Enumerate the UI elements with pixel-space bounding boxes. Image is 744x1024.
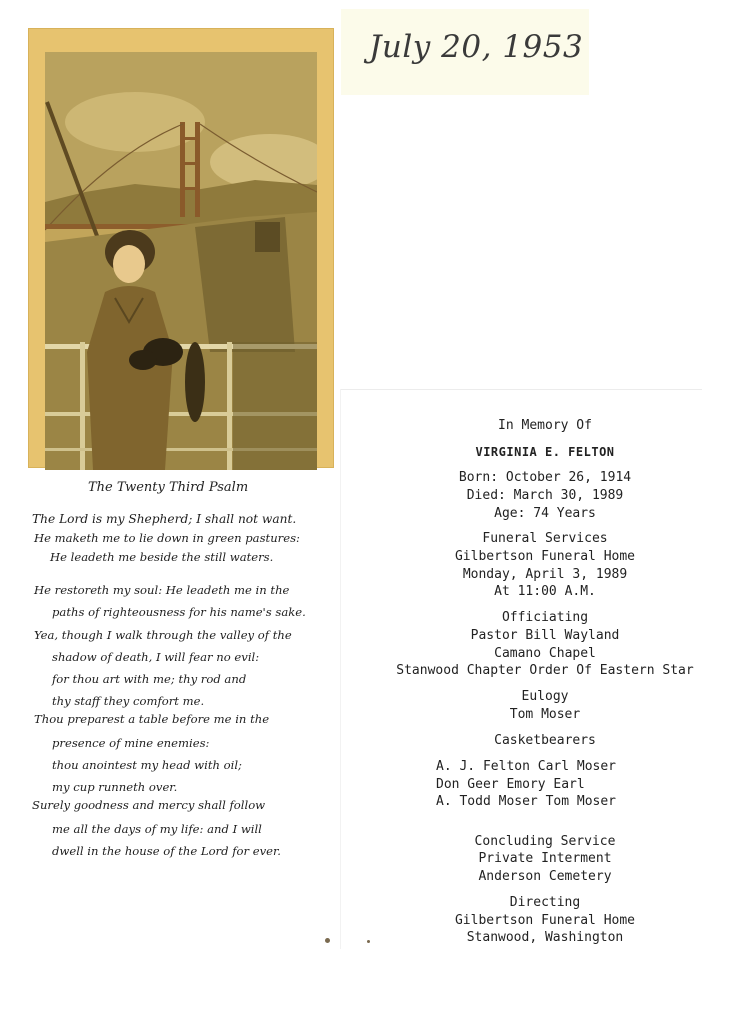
psalm-title: The Twenty Third Psalm (88, 480, 249, 495)
psalm-line: Thou preparest a table before me in the (34, 712, 270, 726)
paper-edge-vertical (340, 389, 341, 949)
died-date: Died: March 30, 1989 (466, 488, 624, 503)
casketbearer-row: Don Geer Emory Earl (436, 777, 585, 792)
psalm-line: He maketh me to lie down in green pastures: (34, 531, 300, 545)
concluding-line: Anderson Cemetery (478, 869, 612, 884)
photo-card (28, 28, 334, 468)
services-place: Gilbertson Funeral Home (454, 549, 635, 564)
psalm-line: for thou art with me; thy rod and (52, 672, 247, 686)
paper-edge (340, 389, 702, 390)
eulogy-heading: Eulogy (521, 689, 569, 704)
psalm-line: presence of mine enemies: (52, 736, 210, 750)
memorial-heading: In Memory Of (498, 418, 592, 433)
psalm-line: paths of righteousness for his name's sake. (52, 605, 306, 619)
handwritten-date: July 20, 1953 (369, 29, 584, 65)
psalm-line: shadow of death, I will fear no evil: (52, 650, 260, 664)
concluding-heading: Concluding Service (474, 834, 616, 849)
casketbearer-row: A. J. Felton Carl Moser (436, 759, 617, 774)
psalm-line: dwell in the house of the Lord for ever. (52, 844, 281, 858)
eulogy-name: Tom Moser (509, 707, 581, 722)
deceased-name: VIRGINIA E. FELTON (475, 445, 615, 459)
concluding-line: Private Interment (478, 851, 612, 866)
officiant-line: Pastor Bill Wayland (470, 628, 620, 643)
age: Age: 74 Years (494, 506, 596, 521)
directing-heading: Directing (509, 895, 581, 910)
date-note (341, 9, 589, 95)
directing-line: Gilbertson Funeral Home (454, 913, 635, 928)
officiating-heading: Officiating (501, 610, 589, 625)
casketbearer-row: A. Todd Moser Tom Moser (436, 794, 617, 809)
services-date: Monday, April 3, 1989 (462, 567, 628, 582)
psalm-line: He restoreth my soul: He leadeth me in the (34, 583, 290, 597)
casketbearers-heading: Casketbearers (494, 733, 596, 748)
services-time: At 11:00 A.M. (494, 584, 596, 599)
psalm-line: thy staff they comfort me. (52, 694, 205, 708)
born-date: Born: October 26, 1914 (458, 470, 632, 485)
photo-image (45, 52, 317, 470)
psalm-line: thou anointest my head with oil; (52, 758, 242, 772)
services-heading: Funeral Services (482, 531, 608, 546)
psalm-line: The Lord is my Shepherd; I shall not want. (32, 512, 297, 526)
officiant-line: Stanwood Chapter Order Of Eastern Star (396, 663, 694, 678)
psalm-line: Surely goodness and mercy shall follow (32, 798, 266, 812)
psalm-line: my cup runneth over. (52, 780, 178, 794)
scan-speck (325, 938, 330, 943)
psalm-line: me all the days of my life: and I will (52, 822, 262, 836)
officiant-line: Camano Chapel (494, 646, 596, 661)
woman-at-golden-gate-photo (45, 52, 317, 470)
directing-line: Stanwood, Washington (466, 930, 624, 945)
psalm-line: Yea, though I walk through the valley of the (34, 628, 292, 642)
psalm-line: He leadeth me beside the still waters. (50, 550, 274, 564)
scan-speck (367, 940, 370, 943)
